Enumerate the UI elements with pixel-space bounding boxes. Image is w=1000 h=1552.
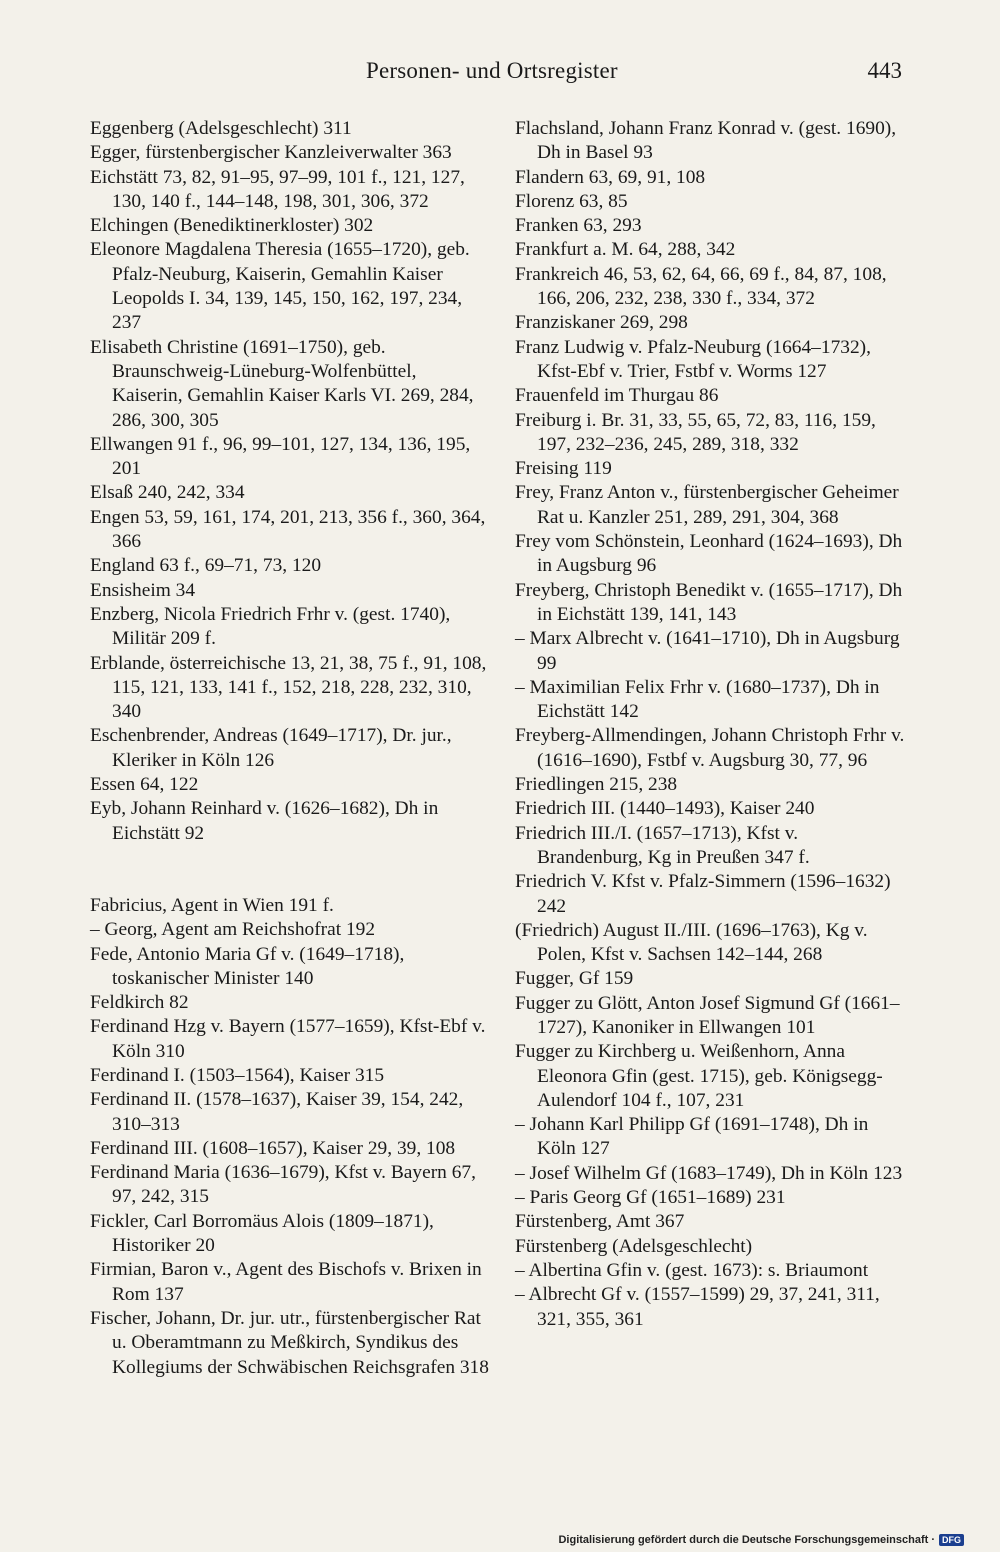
index-entry: Fede, Antonio Maria Gf v. (1649–1718), toskanischer Minister 140 — [90, 943, 405, 989]
index-entry: Fugger zu Kirchberg u. Weißenhorn, Anna Eleonora Gfin (gest. 1715), geb. Königsegg-Aulendorf 104 f., 107, 231 — [515, 1041, 883, 1111]
index-entry: Engen 53, 59, 161, 174, 201, 213, 356 f., 360, 364, 366 — [90, 506, 486, 553]
index-entry: Franz Ludwig v. Pfalz-Neuburg (1664–1732), Kfst-Ebf v. Trier, Fstbf v. Worms 127 — [515, 336, 871, 382]
index-entry: Ferdinand Hzg v. Bayern (1577–1659), Kfst-Ebf v. Köln 310 — [90, 1016, 486, 1062]
index-entry: Ellwangen 91 f., 96, 99–101, 127, 134, 136, 195, 201 — [90, 433, 471, 480]
index-entry: Friedlingen 215, 238 — [515, 774, 678, 796]
index-entry: Elchingen (Benediktinerkloster) 302 — [90, 215, 374, 237]
digitization-footer — [558, 1534, 964, 1546]
index-entry: Franken 63, 293 — [515, 215, 642, 237]
page-number: 443 — [867, 58, 902, 83]
index-entry: Frankfurt a. M. 64, 288, 342 — [515, 239, 736, 261]
index-subentry: – Marx Albrecht v. (1641–1710), Dh in Augsburg 99 — [515, 628, 900, 674]
page-title: Personen- und Ortsregister — [366, 58, 618, 83]
index-entry: Fugger zu Glött, Anton Josef Sigmund Gf (1661–1727), Kanoniker in Ellwangen 101 — [515, 992, 900, 1038]
index-subentry: – Paris Georg Gf (1651–1689) 231 — [515, 1187, 786, 1209]
index-entry: (Friedrich) August II./III. (1696–1763), Kg v. Polen, Kfst v. Sachsen 142–144, 268 — [515, 919, 868, 966]
index-subentry: – Johann Karl Philipp Gf (1691–1748), Dh in Köln 127 — [515, 1114, 869, 1160]
index-subentry: – Georg, Agent am Reichshofrat 192 — [90, 919, 376, 941]
index-entry: Ferdinand I. (1503–1564), Kaiser 315 — [90, 1064, 385, 1086]
index-subentry: – Josef Wilhelm Gf (1683–1749), Dh in Köln 123 — [515, 1162, 903, 1184]
index-subentry: – Albrecht Gf v. (1557–1599) 29, 37, 241, 311, 321, 355, 361 — [515, 1284, 880, 1330]
index-entry: Frey vom Schönstein, Leonhard (1624–1693), Dh in Augsburg 96 — [515, 531, 903, 577]
index-entry: Ferdinand II. (1578–1637), Kaiser 39, 154, 242, 310–313 — [90, 1089, 464, 1135]
index-column-right — [515, 117, 907, 1332]
index-entry: Friedrich V. Kfst v. Pfalz-Simmern (1596–1632) 242 — [515, 871, 891, 917]
index-entry: Fabricius, Agent in Wien 191 f. — [90, 894, 334, 916]
index-entry: Feldkirch 82 — [90, 992, 189, 1014]
index-entry: Friedrich III. (1440–1493), Kaiser 240 — [515, 798, 815, 820]
index-entry: Eichstätt 73, 82, 91–95, 97–99, 101 f., 121, 127, 130, 140 f., 144–148, 198, 301, 306, 372 — [90, 166, 465, 212]
index-entry: Ensisheim 34 — [90, 579, 196, 601]
index-entry: Fürstenberg, Amt 367 — [515, 1211, 685, 1233]
index-entry: England 63 f., 69–71, 73, 120 — [90, 555, 322, 577]
index-entry: Frankreich 46, 53, 62, 64, 66, 69 f., 84, 87, 108, 166, 206, 232, 238, 330 f., 334, 372 — [515, 263, 887, 310]
section-gap — [90, 846, 490, 894]
index-column-left — [90, 117, 490, 1380]
index-entry: Eyb, Johann Reinhard v. (1626–1682), Dh in Eichstätt 92 — [90, 798, 439, 844]
index-entry: Frey, Franz Anton v., fürstenbergischer Geheimer Rat u. Kanzler 251, 289, 291, 304, 368 — [515, 482, 899, 528]
index-entry: Fürstenberg (Adelsgeschlecht) — [515, 1235, 753, 1257]
index-entry: Eschenbrender, Andreas (1649–1717), Dr. jur., Kleriker in Köln 126 — [90, 725, 452, 771]
index-entry: Elsaß 240, 242, 334 — [90, 482, 245, 504]
index-entry: Ferdinand III. (1608–1657), Kaiser 29, 39, 108 — [90, 1137, 456, 1159]
index-entry: Freyberg-Allmendingen, Johann Christoph Frhr v. (1616–1690), Fstbf v. Augsburg 30, 77, 96 — [515, 725, 905, 771]
index-entry: Freyberg, Christoph Benedikt v. (1655–1717), Dh in Eichstätt 139, 141, 143 — [515, 579, 903, 625]
index-entry: Essen 64, 122 — [90, 774, 199, 796]
index-entry: Fischer, Johann, Dr. jur. utr., fürstenbergischer Rat u. Oberamtmann zu Meßkirch, Syndikus des Kollegiums der Schwäbischen Reichsgrafen 318 — [90, 1307, 489, 1378]
index-entry: Elisabeth Christine (1691–1750), geb. Braunschweig-Lüneburg-Wolfenbüttel, Kaiserin, Gemahlin Kaiser Karls VI. 269, 284, 286, 300, 305 — [90, 336, 474, 431]
running-header — [90, 58, 902, 92]
index-entry: Ferdinand Maria (1636–1679), Kfst v. Bayern 67, 97, 242, 315 — [90, 1162, 476, 1208]
index-entry: Fugger, Gf 159 — [515, 968, 634, 990]
index-entry: Eleonore Magdalena Theresia (1655–1720), geb. Pfalz-Neuburg, Kaiserin, Gemahlin Kaiser Leopolds I. 34, 139, 145, 150, 162, 197, 234, 237 — [90, 239, 470, 334]
index-entry: Flachsland, Johann Franz Konrad v. (gest. 1690), Dh in Basel 93 — [515, 118, 897, 164]
footer-text: Digitalisierung gefördert durch die Deutsche Forschungsgemeinschaft · — [558, 1534, 935, 1546]
index-entry: Firmian, Baron v., Agent des Bischofs v. Brixen in Rom 137 — [90, 1259, 482, 1305]
index-entry: Frauenfeld im Thurgau 86 — [515, 385, 719, 407]
index-entry: Freising 119 — [515, 458, 612, 480]
index-subentry: – Maximilian Felix Frhr v. (1680–1737), Dh in Eichstätt 142 — [515, 676, 880, 723]
index-entry: Enzberg, Nicola Friedrich Frhr v. (gest. 1740), Militär 209 f. — [90, 603, 451, 650]
index-entry: Freiburg i. Br. 31, 33, 55, 65, 72, 83, 116, 159, 197, 232–236, 245, 289, 318, 332 — [515, 409, 876, 455]
index-entry: Florenz 63, 85 — [515, 190, 628, 212]
index-entry: Fickler, Carl Borromäus Alois (1809–1871), Historiker 20 — [90, 1210, 434, 1257]
index-entry: Flandern 63, 69, 91, 108 — [515, 166, 706, 188]
dfg-logo: DFG — [939, 1534, 964, 1546]
index-subentry: – Albertina Gfin v. (gest. 1673): s. Briaumont — [515, 1259, 869, 1281]
index-entry: Egger, fürstenbergischer Kanzleiverwalter 363 — [90, 142, 452, 164]
index-entry: Franziskaner 269, 298 — [515, 312, 688, 334]
index-entry: Erblande, österreichische 13, 21, 38, 75 f., 91, 108, 115, 121, 133, 141 f., 152, 218, 228, 232, 310, 340 — [90, 652, 487, 723]
index-entry: Friedrich III./I. (1657–1713), Kfst v. Brandenburg, Kg in Preußen 347 f. — [515, 822, 810, 868]
index-entry: Eggenberg (Adelsgeschlecht) 311 — [90, 118, 352, 139]
